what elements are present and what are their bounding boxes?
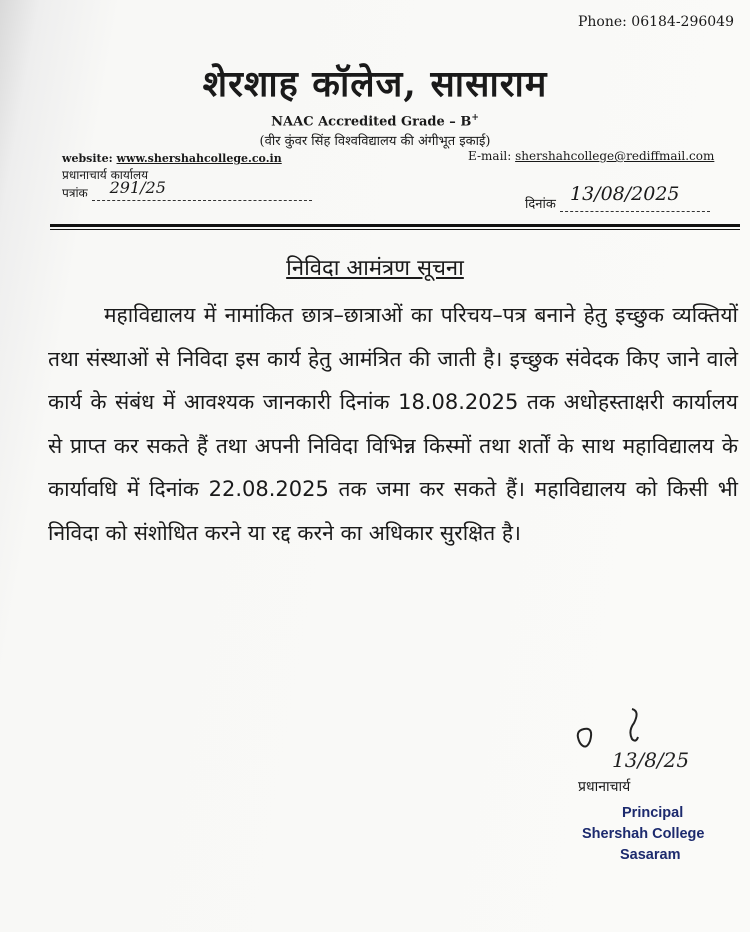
- notice-body-text: महाविद्यालय में नामांकित छात्र–छात्राओं का परिचय–पत्र बनाने हेतु इच्छुक व्यक्तियों तथा संस्थाओं से निविदा इस कार्य हेतु आमंत्रित की जाती है। इच्छुक संवेदक किए जाने वाले कार्य के संबंध में आवश्यक जानकारी दिनांक 18.08.2025 तक अधोहस्ताक्षरी कार्यालय से प्राप्त कर सकते हैं तथा अपनी निविदा विभिन्न किस्मों तथा शर्तों के साथ महाविद्यालय के कार्यावधि में दिनांक 22.08.2025 तक जमा कर सकते हैं। महाविद्यालय को किसी भी निविदा को संशोधित करने या रद्द करने का अधिकार सुरक्षित है।: [48, 303, 738, 545]
- email: [468, 149, 714, 163]
- date-label: दिनांक: [525, 197, 556, 212]
- date-row: [525, 183, 710, 212]
- date-line: [560, 183, 710, 212]
- website-label: website:: [62, 152, 117, 165]
- designation: प्रधानाचार्य: [578, 779, 631, 795]
- ref-line: [92, 178, 312, 201]
- principal-stamp: [582, 803, 704, 866]
- ref-label: पत्रांक: [62, 186, 88, 200]
- website-link[interactable]: www.shershahcollege.co.in: [116, 152, 282, 165]
- notice-title: [0, 252, 750, 282]
- naac-grade: [0, 113, 750, 129]
- naac-sup: +: [471, 113, 479, 123]
- stamp-line1: Principal: [622, 805, 684, 821]
- affiliation: (वीर कुंवर सिंह विश्वविद्यालय की अंगीभूत इकाई): [259, 134, 491, 149]
- naac-text: NAAC Accredited Grade – B: [271, 114, 472, 130]
- reference-row: [62, 178, 312, 201]
- notice-title-text: निविदा आमंत्रण सूचना: [286, 256, 464, 281]
- email-link[interactable]: shershahcollege@rediffmail.com: [515, 149, 715, 163]
- handwritten-signature: [572, 705, 722, 775]
- stamp-line3: Sasaram: [620, 847, 681, 863]
- signature-date: 13/8/25: [612, 748, 690, 772]
- date-value: 13/08/2025: [569, 183, 680, 205]
- college-name: शेरशाह कॉलेज, सासाराम: [202, 63, 548, 105]
- phone-number: Phone: 06184-296049: [577, 14, 734, 30]
- website: [62, 152, 282, 165]
- notice-body: [48, 294, 738, 556]
- header-rule-thin: [50, 229, 740, 230]
- header-rule-thick: [50, 224, 740, 227]
- ref-number: 291/25: [109, 178, 166, 197]
- stamp-line2: Shershah College: [582, 826, 705, 842]
- office-label: प्रधानाचार्य कार्यालय: [62, 168, 149, 182]
- email-label: E-mail:: [468, 149, 516, 163]
